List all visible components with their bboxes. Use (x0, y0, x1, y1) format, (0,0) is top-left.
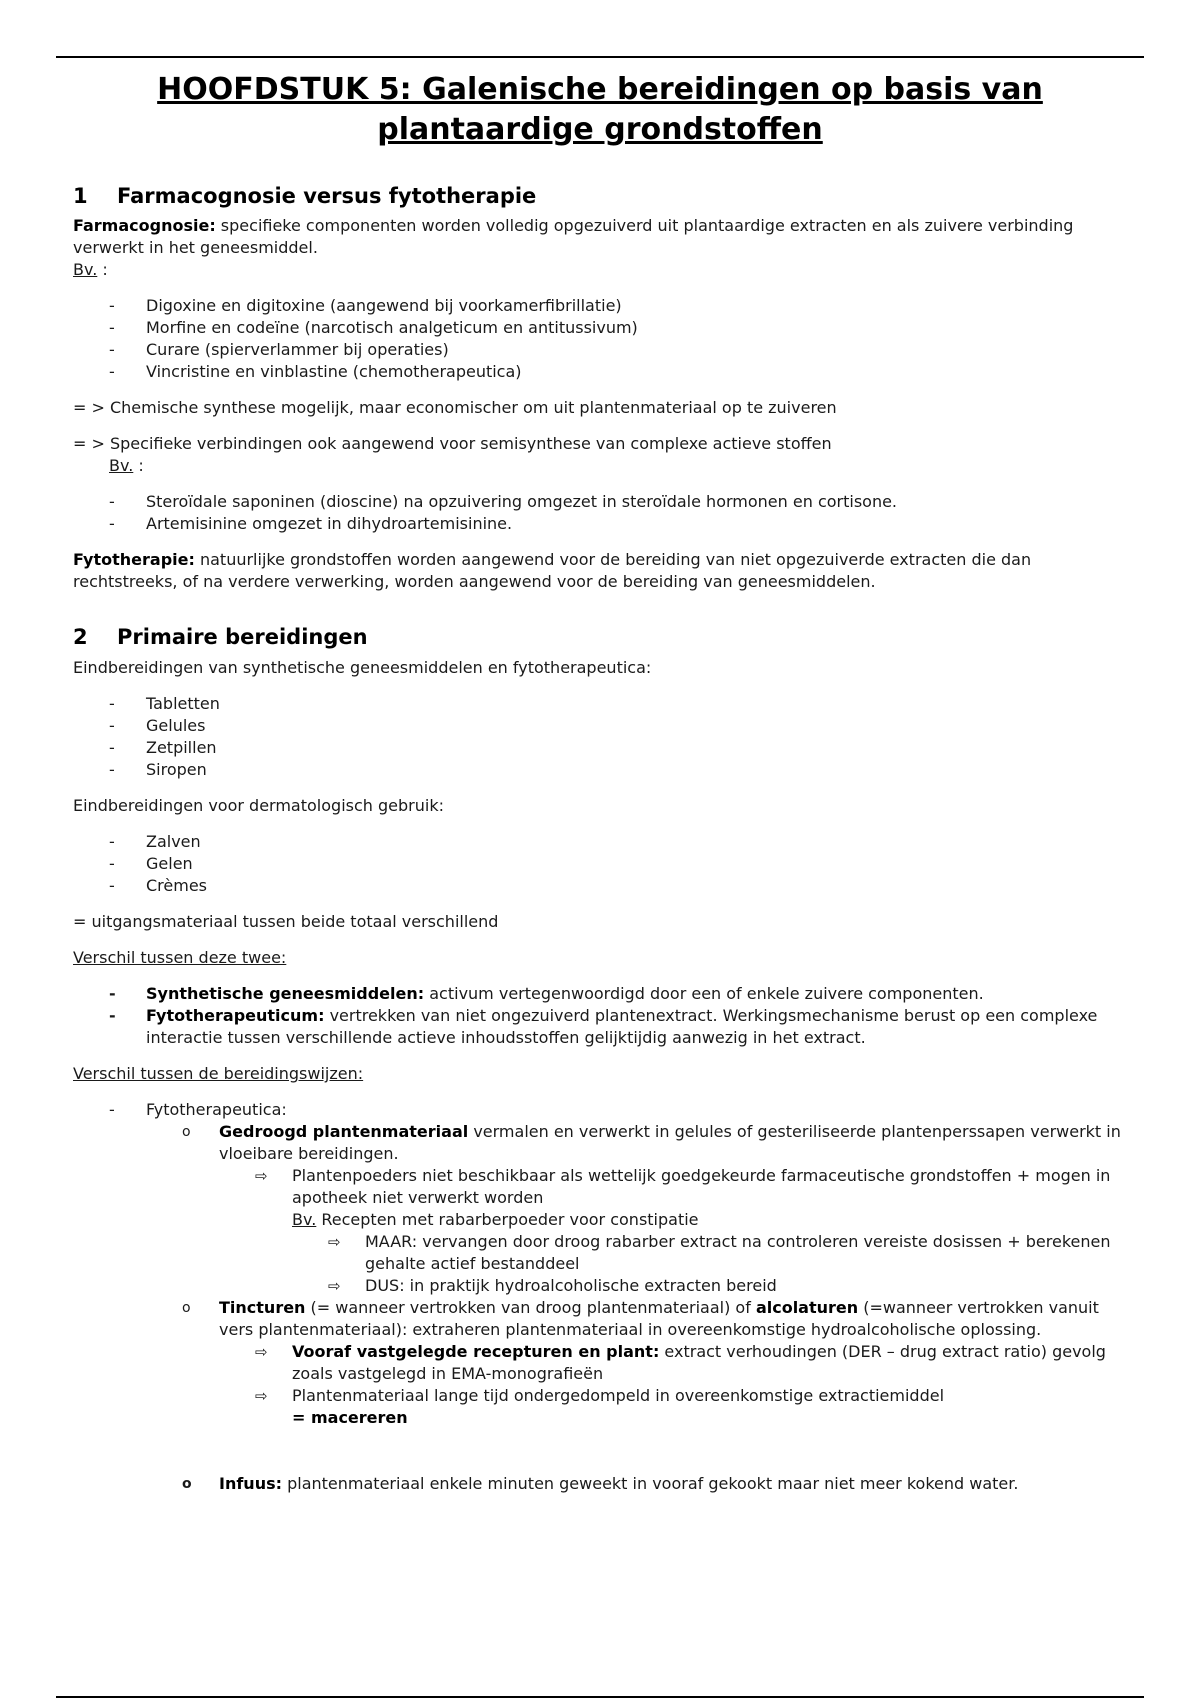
difference-list (73, 983, 1130, 1049)
list-item: - Vincristine en vinblastine (chemotherapeutica) (73, 361, 1130, 383)
intro-synthetic: Eindbereidingen van synthetische geneesmiddelen en fytotherapeutica: (73, 658, 652, 677)
dermatological-forms-list (73, 831, 1130, 897)
farmacognosie-definition: Farmacognosie: specifieke componenten worden volledig opgezuiverd uit plantaardige extracten en als zuivere verbinding verwerkt in het geneesmiddel. (73, 216, 1074, 257)
note-semisynthesis: = > Specifieke verbindingen ook aangewend voor semisynthese van complexe actieve stoffen (73, 434, 832, 453)
top-rule (56, 56, 1144, 58)
list-item: ⇨ Plantenpoeders niet beschikbaar als wettelijk goedgekeurde farmaceutische grondstoffen + mogen in apotheek niet verwerkt worden (255, 1166, 1111, 1207)
page-title: HOOFDSTUK 5: Galenische bereidingen op basis van plantaardige grondstoffen (157, 72, 1043, 147)
document-body (73, 182, 1130, 1495)
arrow-icon: ⇨ (255, 1167, 268, 1185)
circle-bullet-icon: o (182, 1124, 191, 1140)
oral-forms-list (73, 693, 1130, 781)
section-title: Farmacognosie versus fytotherapie (117, 184, 537, 208)
list-item: - Steroïdale saponinen (dioscine) na opzuivering omgezet in steroïdale hormonen en cortisone. (73, 491, 1130, 513)
fytotherapie-definition: Fytotherapie: natuurlijke grondstoffen worden aangewend voor de bereiding van niet opgezuiverde extracten die dan rechtstreeks, of na verdere verwerking, worden aangewend voor de bereiding van geneesmiddelen. (73, 550, 1032, 591)
list-item: - Crèmes (73, 875, 1130, 897)
preparation-list (73, 1099, 1130, 1121)
arrow-icon: ⇨ (328, 1277, 341, 1295)
list-item: - Siropen (73, 759, 1130, 781)
difference-heading: Verschil tussen deze twee: (73, 948, 287, 967)
list-item-gedroogd: o Gedroogd plantenmateriaal vermalen en verwerkt in gelules of gesteriliseerde plantenperssapen verwerkt in vloeibare bereidingen. (182, 1122, 1121, 1163)
gedroogd-arrow-list (73, 1165, 1130, 1231)
list-item: - Tabletten (73, 693, 1130, 715)
tincturen-list (73, 1297, 1130, 1341)
list-item: - Fytotherapeuticum: vertrekken van niet ongezuiverd plantenextract. Werkingsmechanisme berust op een complexe interactie tussen verschillende actieve inhoudsstoffen gelijktijdig aanwezig in het extract. (73, 1005, 1130, 1049)
fytotherapeutica-sublist (73, 1121, 1130, 1165)
term: Fytotherapie: (73, 550, 195, 569)
list-item: ⇨ Plantenmateriaal lange tijd ondergedompeld in overeenkomstige extractiemiddel = macereren (255, 1386, 945, 1427)
list-item: - Gelen (73, 853, 1130, 875)
list-item: - Zetpillen (73, 737, 1130, 759)
list-item-tincturen: o Tincturen (= wanneer vertrokken van droog plantenmateriaal) of alcolaturen (=wanneer vertrokken vanuit vers plantenmateriaal): extraheren plantenmateriaal in overeenkomstige hydroalcoholische oplossing. (182, 1298, 1099, 1339)
list-item: - Synthetische geneesmiddelen: activum vertegenwoordigd door een of enkele zuivere componenten. (73, 983, 1130, 1005)
list-item: - Fytotherapeutica: (73, 1099, 1130, 1121)
list-item: - Digoxine en digitoxine (aangewend bij voorkamerfibrillatie) (73, 295, 1130, 317)
conclusion: = uitgangsmateriaal tussen beide totaal verschillend (73, 912, 499, 931)
term: Farmacognosie: (73, 216, 216, 235)
note-synthesis: = > Chemische synthese mogelijk, maar economischer om uit plantenmateriaal op te zuiveren (73, 398, 837, 417)
bottom-rule (56, 1696, 1144, 1698)
section-number: 1 (73, 184, 88, 208)
list-item: ⇨ Vooraf vastgelegde recepturen en plant: extract verhoudingen (DER – drug extract ratio) gevolg zoals vastgelegd in EMA-monografieën (255, 1342, 1106, 1383)
tincturen-arrow-list (73, 1341, 1130, 1429)
list-item: - Zalven (73, 831, 1130, 853)
semisynthesis-examples (73, 491, 1130, 535)
arrow-icon: ⇨ (255, 1343, 268, 1361)
section-title: Primaire bereidingen (117, 625, 368, 649)
list-item: ⇨ MAAR: vervangen door droog rabarber extract na controleren vereiste dosissen + berekenen gehalte actief bestanddeel (328, 1232, 1111, 1273)
gedroogd-sub-arrow-list (73, 1231, 1130, 1297)
list-item: - Morfine en codeïne (narcotisch analgeticum en antitussivum) (73, 317, 1130, 339)
circle-bullet-icon: o (182, 1300, 191, 1316)
list-item-infuus: o Infuus: plantenmateriaal enkele minuten geweekt in vooraf gekookt maar niet meer kokend water. (182, 1474, 1019, 1493)
list-item: Bv. Recepten met rabarberpoeder voor constipatie (292, 1210, 699, 1229)
preparation-heading: Verschil tussen de bereidingswijzen: (73, 1064, 364, 1083)
list-item: - Artemisinine omgezet in dihydroartemisinine. (73, 513, 1130, 535)
section-2-heading (73, 623, 1130, 651)
infuus-list (73, 1473, 1130, 1495)
arrow-icon: ⇨ (255, 1387, 268, 1405)
example-label: Bv. : (73, 260, 108, 279)
circle-bullet-icon: o (182, 1476, 192, 1492)
arrow-icon: ⇨ (328, 1233, 341, 1251)
list-item: - Curare (spierverlammer bij operaties) (73, 339, 1130, 361)
section-number: 2 (73, 625, 88, 649)
farmacognosie-examples (73, 295, 1130, 383)
example-label: Bv. : (109, 456, 144, 475)
intro-dermatological: Eindbereidingen voor dermatologisch gebruik: (73, 796, 444, 815)
list-item: - Gelules (73, 715, 1130, 737)
section-1-heading (73, 182, 1130, 210)
list-item: ⇨ DUS: in praktijk hydroalcoholische extracten bereid (328, 1276, 777, 1295)
